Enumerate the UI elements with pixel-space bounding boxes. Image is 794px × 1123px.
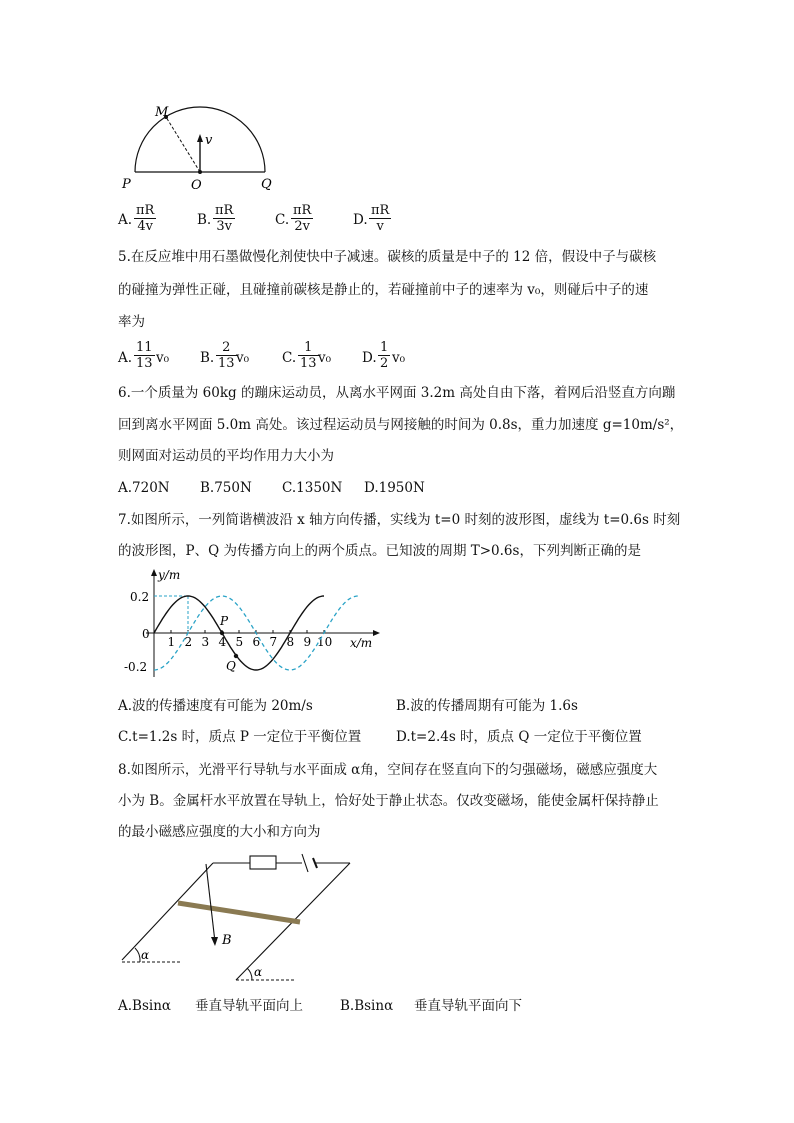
q4-option-c-letter: C. — [275, 212, 290, 228]
q6-option-b: B.750N — [200, 480, 252, 496]
x-tick-label: 10 — [317, 635, 333, 649]
x-axis-arrow — [373, 630, 380, 636]
q6-option-a: A.720N — [118, 480, 170, 496]
label-m: M — [155, 105, 169, 120]
q5-option-c-frac — [298, 340, 319, 371]
fraction-numerator: 2 — [216, 340, 237, 356]
q6-line-2: 回到离水平网面 5.0m 高处。该过程运动员与网接触的时间为 0.8s，重力加速度 g=10m/s²， — [118, 417, 684, 433]
q5-line-1: 5.在反应堆中用石墨做慢化剂使快中子减速。碳核的质量是中子的 12 倍，假设中子与碳核 — [118, 249, 657, 265]
fraction-denominator: 4v — [137, 219, 153, 234]
label-b: B — [222, 933, 232, 948]
fraction-denominator: 2 — [380, 356, 389, 371]
label-o: O — [191, 178, 202, 193]
q4-option-d-letter: D. — [353, 212, 368, 228]
q8-option-a-direction: 垂直导轨平面向上 — [195, 998, 303, 1014]
x-tick-label: 6 — [252, 635, 261, 649]
q7-line-1: 7.如图所示，一列简谐横波沿 x 轴方向传播，实线为 t=0 时刻的波形图，虚线为 t=0.6s 时刻 — [118, 512, 681, 528]
velocity-arrow-head — [197, 134, 203, 142]
q7-option-a: A.波的传播速度有可能为 20m/s — [118, 698, 313, 714]
radius-dashed — [166, 117, 200, 172]
metal-rod — [178, 903, 300, 922]
x-tick-label: 1 — [167, 635, 176, 649]
q5-option-c-letter: C. — [282, 350, 297, 366]
wave-graph — [118, 563, 383, 681]
fraction-numerator: πR — [293, 203, 312, 218]
label-p: P — [122, 177, 131, 192]
q5-option-b-tail: v₀ — [236, 350, 250, 366]
x-tick-label: 9 — [303, 635, 312, 649]
fraction-numerator: πR — [215, 203, 234, 218]
fraction-numerator: 11 — [136, 340, 153, 355]
y-tick-neg-0.2: -0.2 — [124, 660, 148, 674]
q7-option-b: B.波的传播周期有可能为 1.6s — [396, 698, 578, 714]
q7-option-d: D.t=2.4s 时，质点 Q 一定位于平衡位置 — [396, 729, 642, 745]
x-tick-label: 8 — [286, 635, 295, 649]
q5-option-d-letter: D. — [362, 350, 377, 366]
fraction-denominator: 13 — [300, 356, 317, 371]
x-tick-label: 4 — [218, 635, 227, 649]
rail-figure — [118, 850, 358, 985]
q4-option-b-letter: B. — [197, 212, 212, 228]
q5-option-d-frac — [378, 340, 390, 371]
q5-option-b-letter: B. — [200, 350, 215, 366]
y-tick-0.2: 0.2 — [130, 590, 150, 604]
fraction-numerator: πR — [136, 203, 155, 218]
x-tick-label: 2 — [184, 635, 193, 649]
x-tick-label: 5 — [235, 635, 244, 649]
q8-line-3: 的最小磁感应强度的大小和方向为 — [118, 824, 321, 840]
q5-option-c-tail: v₀ — [318, 350, 332, 366]
q5-option-d-tail: v₀ — [392, 350, 406, 366]
fraction-numerator: 1 — [380, 340, 389, 355]
label-alpha-2: α — [254, 965, 263, 979]
q8-line-2: 小为 B。金属杆水平放置在导轨上，恰好处于静止状态。仅改变磁场，能使金属杆保持静止 — [118, 793, 659, 809]
fraction-numerator: πR — [371, 203, 390, 218]
q4-option-d-frac — [369, 203, 391, 234]
q7-line-2: 的波形图，P、Q 为传播方向上的两个质点。已知波的周期 T>0.6s，下列判断正确的是 — [118, 543, 641, 559]
q5-line-2: 的碰撞为弹性正碰，且碰撞前碳核是静止的，若碰撞前中子的速率为 v₀，则碰后中子的速 — [118, 282, 649, 298]
q4-option-a-letter: A. — [118, 212, 133, 228]
fraction-denominator: 2v — [294, 219, 310, 234]
semicircle-figure — [118, 100, 288, 195]
fraction-denominator: v — [376, 219, 384, 234]
q8-option-b-direction: 垂直导轨平面向下 — [414, 998, 522, 1014]
rail-left — [122, 863, 213, 960]
angle-arc-1 — [135, 948, 140, 962]
q4-option-c-frac — [291, 203, 313, 234]
point-q — [234, 654, 238, 658]
label-v: v — [205, 133, 213, 148]
x-tick-label: 3 — [201, 635, 210, 649]
q8-option-a: A.Bsinα — [118, 998, 172, 1014]
q6-option-d: D.1950N — [364, 480, 425, 496]
q5-option-b-frac — [216, 340, 237, 371]
q6-line-1: 6.一个质量为 60kg 的蹦床运动员，从离水平网面 3.2m 高处自由下落，着网后沿竖直方向蹦 — [118, 385, 676, 401]
fraction-denominator: 13 — [136, 356, 153, 371]
q5-option-a-frac — [134, 340, 155, 371]
fraction-denominator: 13 — [218, 356, 235, 371]
label-q: Q — [226, 659, 236, 673]
x-tick-label: 7 — [269, 635, 278, 649]
resistor — [250, 856, 276, 869]
label-p: P — [220, 614, 229, 628]
battery-plate-long — [302, 854, 308, 872]
q7-option-c: C.t=1.2s 时，质点 P 一定位于平衡位置 — [118, 729, 362, 745]
q4-option-a-frac — [134, 203, 156, 234]
fraction-denominator: 3v — [216, 219, 232, 234]
b-field-arrow-head — [211, 937, 218, 946]
fraction-numerator: 1 — [298, 340, 319, 356]
q6-line-3: 则网面对运动员的平均作用力大小为 — [118, 448, 334, 464]
q8-option-b: B.Bsinα — [340, 998, 394, 1014]
label-alpha-1: α — [141, 948, 150, 962]
b-field-arrow — [206, 864, 215, 942]
x-axis-label: x/m — [350, 636, 373, 650]
y-axis-arrow — [151, 569, 157, 576]
q4-option-b-frac — [213, 203, 235, 234]
q5-option-a-tail: v₀ — [156, 350, 170, 366]
label-q: Q — [261, 177, 272, 192]
q5-option-a-letter: A. — [118, 350, 133, 366]
point-p — [220, 631, 224, 635]
q5-line-3: 率为 — [118, 314, 145, 330]
angle-arc-2 — [247, 968, 252, 980]
y-tick-0: 0 — [142, 627, 150, 641]
q6-option-c: C.1350N — [282, 480, 343, 496]
y-axis-label: y/m — [158, 568, 181, 582]
q8-line-1: 8.如图所示，光滑平行导轨与水平面成 α角，空间存在竖直向下的匀强磁场，磁感应强度大 — [118, 762, 658, 778]
